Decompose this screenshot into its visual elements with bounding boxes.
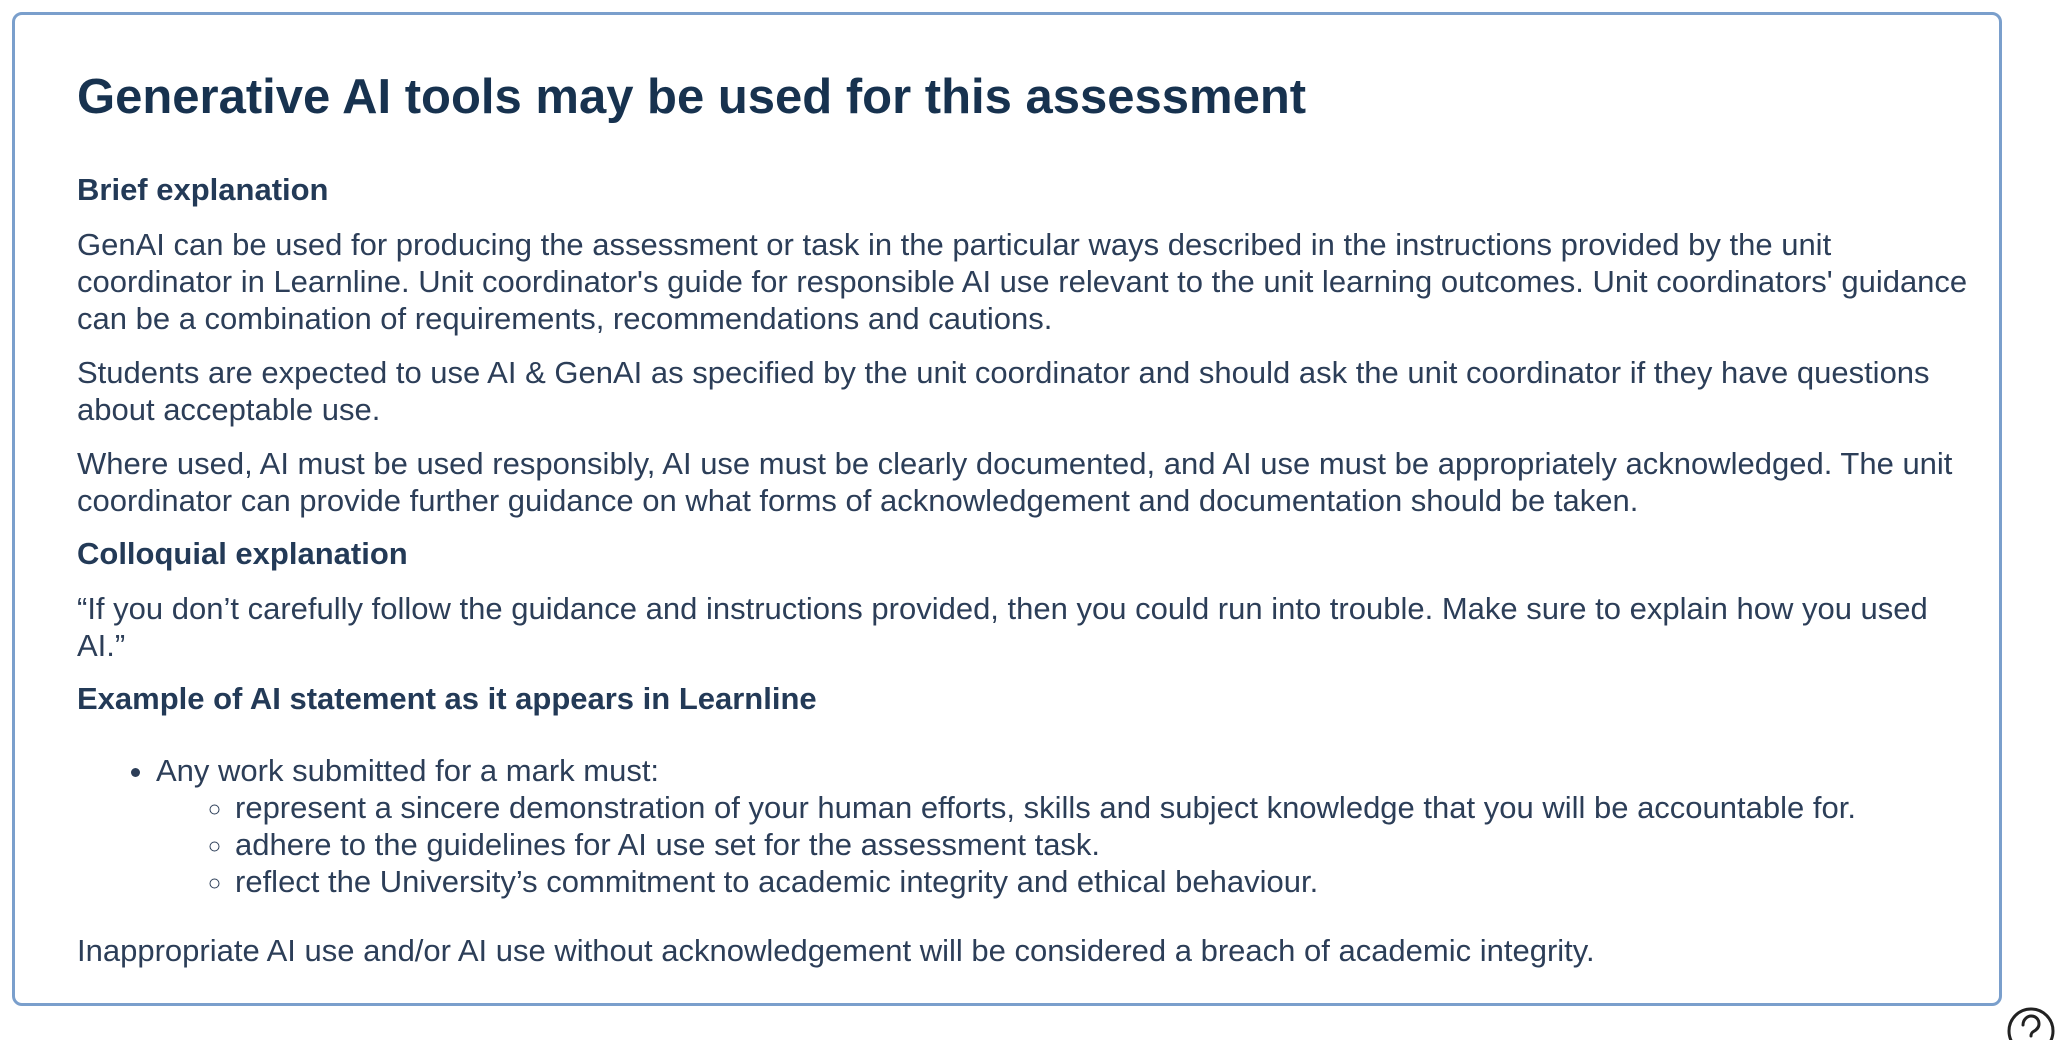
ai-assessment-panel — [12, 12, 2002, 1006]
sublist-item-guidelines: ◦ adhere to the guidelines for AI use set for the assessment task. — [235, 826, 1977, 863]
page-title: Generative AI tools may be used for this assessment — [77, 70, 1307, 124]
list-item-label: Any work submitted for a mark must: — [156, 753, 660, 788]
example-sublist — [156, 789, 1977, 900]
colloquial-explanation-heading: Colloquial explanation — [77, 536, 408, 571]
colloquial-quote: “If you don’t carefully follow the guidance and instructions provided, then you could run into trouble. Make sure to explain how you used AI.” — [77, 591, 1928, 663]
list-item — [156, 752, 1977, 900]
brief-explanation-heading: Brief explanation — [77, 172, 329, 207]
sublist-item-sincere: ◦ represent a sincere demonstration of your human efforts, skills and subject knowledge that you will be accountable for. — [235, 789, 1977, 826]
brief-paragraph-2: Students are expected to use AI & GenAI as specified by the unit coordinator and should ask the unit coordinator if they have questions about acceptable use. — [77, 355, 1930, 427]
example-statement-heading: Example of AI statement as it appears in Learnline — [77, 681, 817, 716]
help-circle-icon[interactable] — [2006, 1006, 2056, 1040]
brief-paragraph-3: Where used, AI must be used responsibly, AI use must be clearly documented, and AI use must be appropriately acknowledged. The unit coordinator can provide further guidance on what forms of acknowledgement and documentation should be taken. — [77, 446, 1953, 518]
brief-paragraph-1: GenAI can be used for producing the assessment or task in the particular ways described in the instructions provided by the unit coordinator in Learnline. Unit coordinator's guide for responsible AI use relevant to the unit learning outcomes. Unit coordinators' guidance can be a combination of requirements, recommendations and cautions. — [77, 227, 1968, 336]
example-list — [77, 752, 1977, 900]
integrity-breach-statement: Inappropriate AI use and/or AI use without acknowledgement will be considered a breach of academic integrity. — [77, 933, 1595, 968]
panel-content — [77, 61, 1977, 969]
sublist-item-integrity: ◦ reflect the University’s commitment to academic integrity and ethical behaviour. — [235, 863, 1977, 900]
